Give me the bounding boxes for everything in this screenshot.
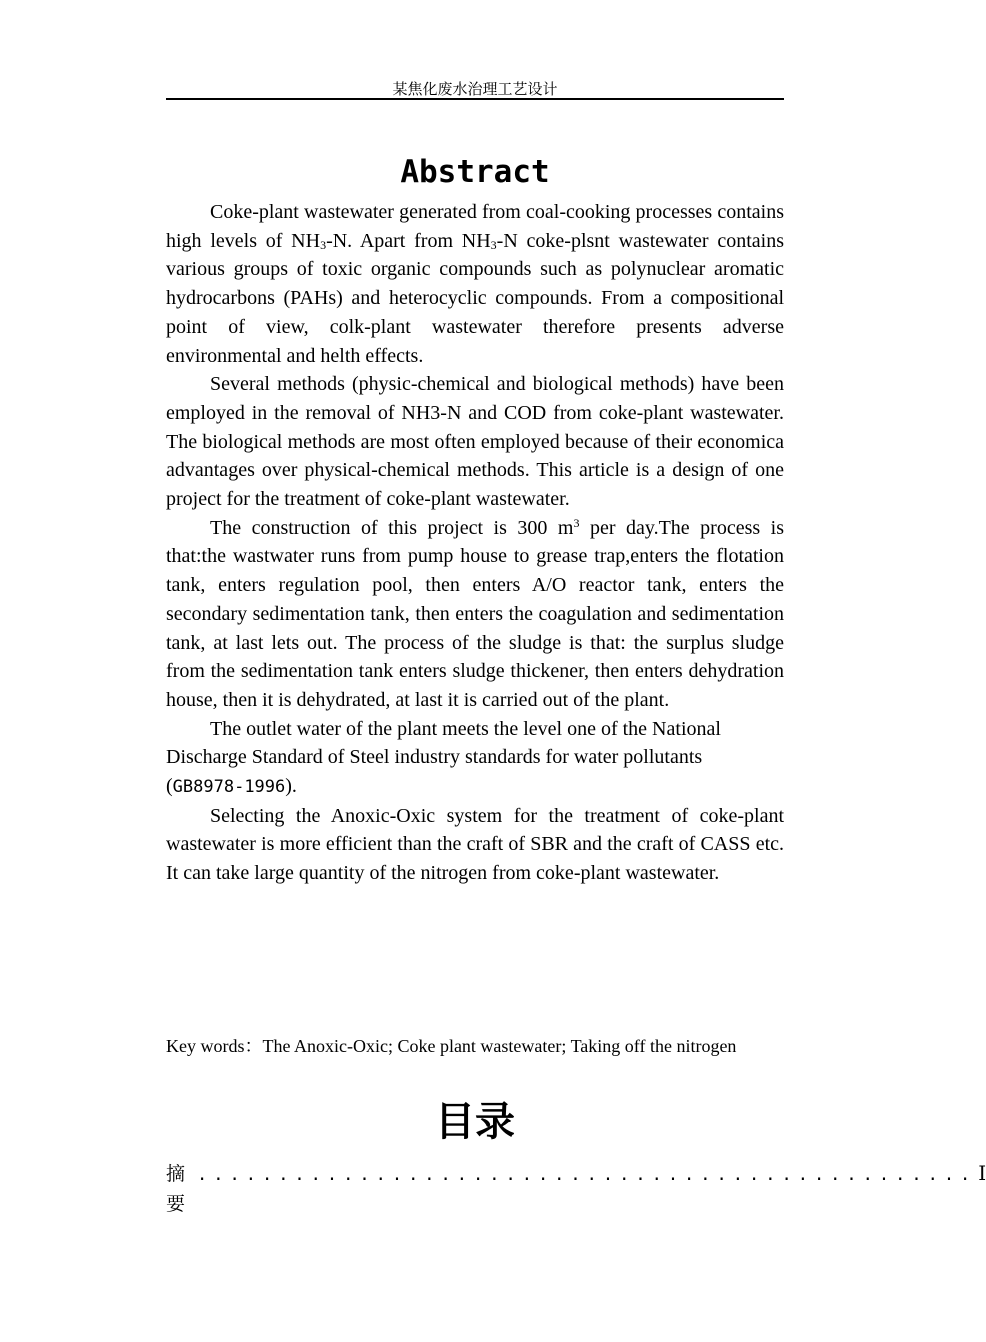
p1-text-c: -N coke-plsnt wastewater contains various groups of toxic organic compounds such as polynuclear aromatic hydrocarbons (PAHs) and heterocyclic compounds. From a compositional point of view, colk-plant wastewater therefore presents adverse environmental and helth effects.: [166, 229, 784, 367]
running-header: 某焦化废水治理工艺设计: [392, 80, 558, 98]
p1-text-b: -N. Apart from NH: [326, 229, 491, 252]
p4-text-b: ).: [285, 775, 297, 798]
toc-title: 目录: [435, 1099, 515, 1145]
abstract-paragraph-5: Selecting the Anoxic-Oxic system for the treatment of coke-plant wastewater is more efficient than the craft of SBR and the craft of CASS etc. It can take large quantity of the nitrogen from coke-plant wastewater.: [166, 804, 784, 885]
p4-text-a: The outlet water of the plant meets the level one of the National Discharge Standard of Steel industry standards for water pollutants (: [166, 717, 721, 798]
abstract-title: Abstract: [400, 154, 550, 190]
abstract-paragraph-3: [166, 514, 784, 715]
p3-text-a: The construction of this project is 300 m: [210, 516, 574, 539]
abstract-paragraph-1: [166, 198, 784, 370]
p1-subscript-2: 3: [490, 237, 497, 252]
standard-code: GB8978-1996: [172, 777, 286, 798]
toc-entry[interactable]: [166, 1158, 986, 1219]
toc-entry-leader: ................................................: [197, 1165, 977, 1185]
abstract-paragraph-2: Several methods (physic-chemical and biological methods) have been employed in the removal of NH3-N and COD from coke-plant wastewater. The biological methods are most often employed because of their economica advantages over physical-chemical methods. This article is a design of one project for the treatment of coke-plant wastewater.: [166, 373, 784, 511]
p1-text-a: Coke-plant wastewater generated from coal-cooking processes contains high levels of NH: [166, 201, 784, 252]
p1-subscript-1: 3: [320, 237, 327, 252]
keywords: Key words：The Anoxic-Oxic; Coke plant wastewater; Taking off the nitrogen: [166, 1036, 737, 1056]
header-rule: [166, 98, 784, 100]
abstract-body: [166, 198, 784, 888]
toc-entry-page: I: [978, 1161, 986, 1185]
abstract-paragraph-4: [166, 715, 784, 802]
p3-text-b: per day.The process is that:the wastwater runs from pump house to grease trap,enters the flotation tank, enters regulation pool, then enters A/O reactor tank, enters the secondary sedimentation tank, then enters the coagulation and sedimentation tank, at last lets out. The process of the sludge is that: the surplus sludge from the sedimentation tank enters sludge thickener, then enters dehydration house, then it is dehydrated, at last it is carried out of the plant.: [166, 516, 784, 711]
toc-entry-label: 摘要: [166, 1163, 198, 1215]
p3-superscript: 3: [573, 515, 580, 530]
